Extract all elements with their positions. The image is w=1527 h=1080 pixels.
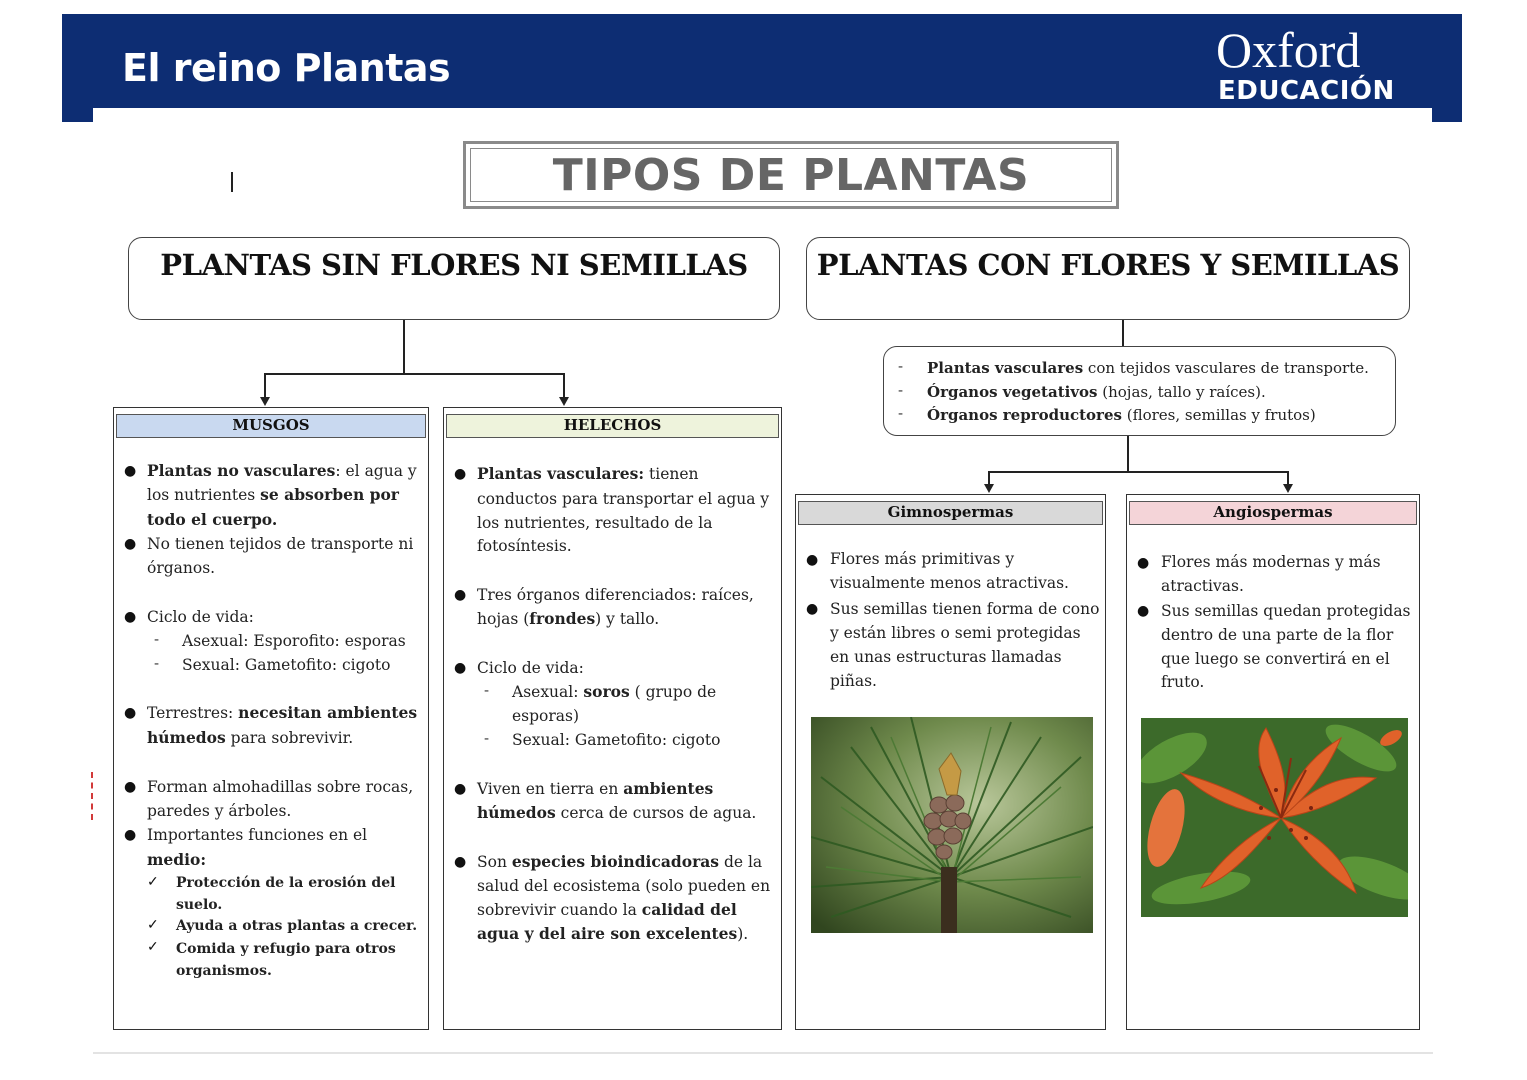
dash-icon: - [898,381,904,399]
bullet-dot-icon: ● [454,854,467,870]
main-title-inner-frame [470,148,1112,202]
category-title-sin-flores: PLANTAS SIN FLORES NI SEMILLAS [160,248,748,282]
musgos-text: Sexual: Gametofito: cigoto [182,656,391,674]
arrow-down-icon [559,397,569,406]
info-line-2: Órganos vegetativos (hojas, tallo y raíces). [927,383,1266,401]
musgos-text: Terrestres: necesitan ambientes [147,703,418,722]
connector-line [403,320,405,374]
musgos-text: Ciclo de vida: [147,608,254,626]
angiospermas-text: Sus semillas quedan protegidas [1161,602,1411,620]
musgos-text: todo el cuerpo. [147,510,278,529]
info-line-1: Plantas vasculares con tejidos vasculares de transporte. [927,359,1369,377]
bullet-dot-icon: ● [124,536,137,552]
connector-line [1127,436,1129,472]
helechos-text: Asexual: soros ( grupo de [512,682,717,701]
angiospermas-text: fruto. [1161,673,1205,691]
connector-line [988,471,1289,473]
connector-line [1287,471,1289,485]
bullet-dot-icon: ● [1137,603,1150,619]
gimnospermas-text: Sus semillas tienen forma de cono [830,600,1100,618]
page-title: El reino Plantas [122,46,451,90]
angiospermas-text: Flores más modernas y más [1161,553,1381,571]
bullet-dot-icon: ● [124,705,137,721]
musgos-text: organismos. [176,963,272,979]
helechos-text: sobrevivir cuando la calidad del [477,900,737,919]
lily-flower-image [1141,718,1408,917]
gimnospermas-text: Flores más primitivas y [830,550,1015,568]
helechos-text: Sexual: Gametofito: cigoto [512,731,721,749]
main-title-box [463,141,1119,209]
bullet-dot-icon: ● [454,781,467,797]
text-cursor-icon [231,172,233,192]
arrow-down-icon [260,397,270,406]
musgos-text: Plantas no vasculares: el agua y [147,461,417,480]
column-header-angiospermas: Angiospermas [1129,501,1417,525]
column-musgos [113,407,429,1030]
column-header-helechos: HELECHOS [446,414,779,438]
musgos-text: órganos. [147,559,216,577]
helechos-text: Son especies bioindicadoras de la [477,852,763,871]
connector-line [264,373,565,375]
logo-educacion-text: EDUCACIÓN [1218,76,1395,106]
checkmark-icon: ✓ [147,939,159,955]
dash-icon: - [898,357,904,375]
main-title: TIPOS DE PLANTAS [552,149,1030,201]
helechos-text: conductos para transportar el agua y [477,490,770,508]
helechos-text: agua y del aire son excelentes). [477,924,749,943]
connector-line [988,471,990,485]
musgos-text: Asexual: Esporofito: esporas [182,632,406,650]
connector-line [1122,320,1124,347]
gimnospermas-text: en unas estructuras llamadas [830,648,1062,666]
dash-icon: - [154,654,160,672]
bullet-dot-icon: ● [454,466,467,482]
musgos-text: medio: [147,850,207,869]
column-helechos [443,407,782,1030]
bullet-dot-icon: ● [124,779,137,795]
bullet-dot-icon: ● [806,601,819,617]
arrow-down-icon [984,484,994,493]
checkmark-icon: ✓ [147,874,159,890]
bullet-dot-icon: ● [124,463,137,479]
helechos-text: hojas (frondes) y tallo. [477,609,660,628]
gimnospermas-text: y están libres o semi protegidas [830,624,1081,642]
connector-line [264,373,266,397]
musgos-text: Forman almohadillas sobre rocas, [147,778,414,796]
arrow-down-icon [1283,484,1293,493]
header-tab-right [1432,108,1462,122]
dash-icon: - [484,681,490,699]
helechos-text: fotosíntesis. [477,537,572,555]
helechos-text: Ciclo de vida: [477,659,584,677]
bullet-dot-icon: ● [806,552,819,568]
column-angiospermas [1126,494,1420,1030]
pine-cone-image [811,717,1093,933]
bullet-dot-icon: ● [454,587,467,603]
helechos-text: Viven en tierra en ambientes [477,779,714,798]
column-header-musgos: MUSGOS [116,414,426,438]
helechos-text: los nutrientes, resultado de la [477,514,713,532]
angiospermas-text: atractivas. [1161,577,1244,595]
musgos-text: Importantes funciones en el [147,826,368,844]
info-line-3: Órganos reproductores (flores, semillas y frutos) [927,406,1316,424]
musgos-text: los nutrientes se absorben por [147,485,399,504]
gimnospermas-text: visualmente menos atractivas. [830,574,1069,592]
category-box-sin-flores [128,237,780,320]
bullet-dot-icon: ● [124,609,137,625]
dash-icon: - [484,729,490,747]
musgos-text: suelo. [176,897,223,913]
gimnospermas-text: piñas. [830,672,877,690]
connector-line [563,373,565,397]
helechos-text: Plantas vasculares: tienen [477,464,699,483]
musgos-text: Comida y refugio para otros [176,941,396,957]
logo-oxford-text: Oxford [1216,22,1361,78]
footer-divider [93,1052,1433,1054]
bullet-dot-icon: ● [1137,555,1150,571]
header-tab-left [62,108,93,122]
dash-icon: - [154,630,160,648]
category-title-con-flores: PLANTAS CON FLORES Y SEMILLAS [816,248,1400,282]
helechos-text: Tres órganos diferenciados: raíces, [477,586,754,604]
musgos-text: paredes y árboles. [147,802,292,820]
column-header-gimnospermas: Gimnospermas [798,501,1103,525]
bullet-dot-icon: ● [454,660,467,676]
helechos-text: húmedos cerca de cursos de agua. [477,803,757,822]
musgos-text: No tienen tejidos de transporte ni [147,535,414,553]
dash-icon: - [898,404,904,422]
category-box-con-flores [806,237,1410,320]
info-box-con-flores [883,346,1396,436]
checkmark-icon: ✓ [147,917,159,933]
angiospermas-text: que luego se convertirá en el [1161,650,1390,668]
bullet-dot-icon: ● [124,827,137,843]
helechos-text: esporas) [512,707,580,725]
musgos-text: Ayuda a otras plantas a crecer. [176,918,418,934]
column-gimnospermas [795,494,1106,1030]
red-dashed-marker [91,772,93,820]
musgos-text: húmedos para sobrevivir. [147,728,354,747]
angiospermas-text: dentro de una parte de la flor [1161,626,1394,644]
helechos-text: salud del ecosistema (solo pueden en [477,877,771,895]
musgos-text: Protección de la erosión del [176,875,396,891]
